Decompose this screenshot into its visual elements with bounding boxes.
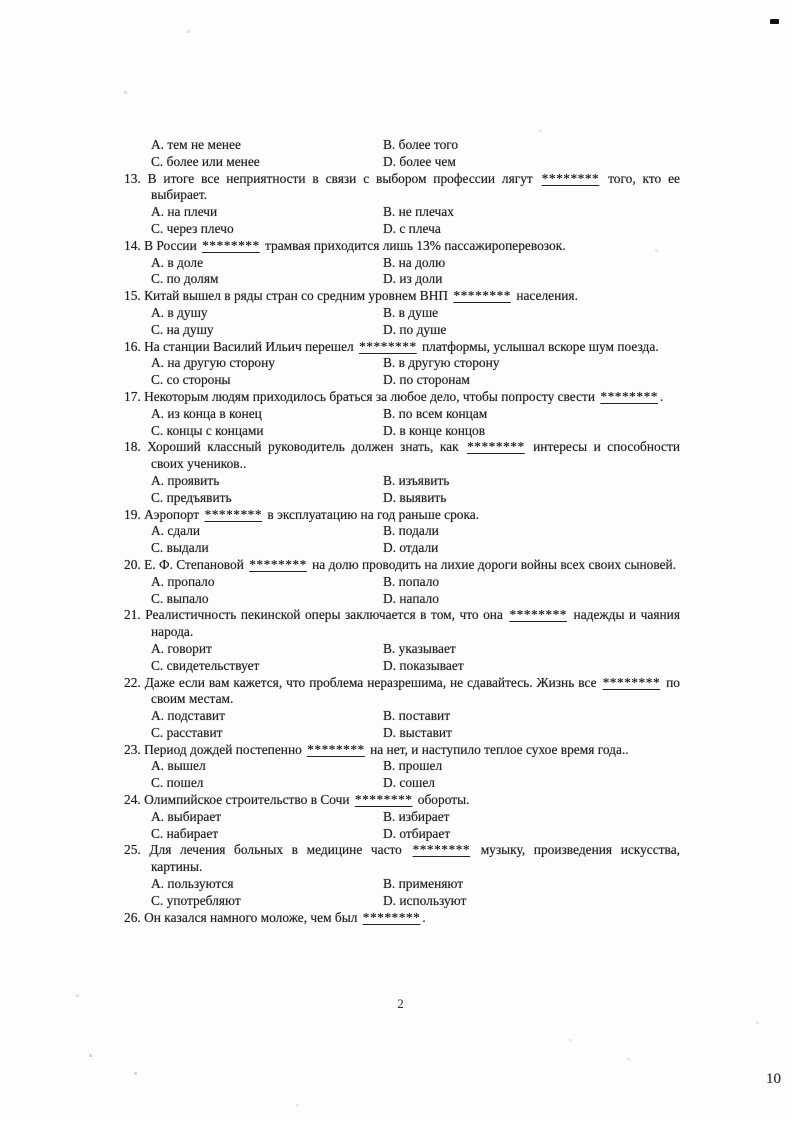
question-list [124, 137, 680, 926]
option-D [383, 775, 680, 792]
question-item [124, 675, 680, 742]
option-text: подали [398, 523, 439, 539]
option-text: вышел [167, 758, 206, 774]
question-text-segment: надежды и чаяния народа. [151, 607, 680, 640]
question-item [124, 238, 680, 288]
option-D [383, 893, 680, 910]
option-text: более чем [399, 153, 456, 169]
options-grid [124, 574, 680, 608]
option-B [383, 355, 680, 372]
option-text: на долю [398, 254, 446, 270]
option-label: C. [151, 271, 164, 287]
question-number: 15. [124, 288, 141, 304]
option-label: C. [151, 724, 164, 740]
option-A [151, 255, 383, 272]
option-text: пропало [167, 573, 215, 589]
option-label: B. [383, 405, 396, 421]
question-text-segment: . [422, 909, 426, 925]
option-label: B. [383, 355, 396, 371]
option-label: A. [151, 758, 165, 774]
options-grid [124, 406, 680, 440]
option-C [151, 322, 383, 339]
option-label: B. [383, 204, 396, 220]
option-label: B. [383, 708, 396, 724]
option-label: A. [151, 355, 165, 371]
option-D [383, 322, 680, 339]
question-text-segment: интересы и способности своих учеников.. [151, 439, 680, 472]
option-text: на душу [166, 321, 214, 337]
option-label: B. [383, 254, 396, 270]
option-D [383, 725, 680, 742]
question-text-segment: Аэропорт [144, 506, 203, 522]
option-label: D. [383, 422, 397, 438]
option-label: C. [151, 153, 164, 169]
options-grid [124, 523, 680, 557]
option-C [151, 826, 383, 843]
option-text: расставит [166, 724, 223, 740]
options-grid [124, 758, 680, 792]
option-label: D. [383, 540, 397, 556]
option-text: со стороны [166, 372, 231, 388]
option-text: проявить [167, 472, 220, 488]
option-C [151, 893, 383, 910]
option-B [383, 406, 680, 423]
option-label: D. [383, 590, 397, 606]
option-text: выпало [166, 590, 209, 606]
option-text: через плечо [166, 220, 234, 236]
option-D [383, 221, 680, 238]
question-text-segment: на долю проводить на лихие дороги войны всех своих сыновей. [308, 556, 677, 572]
option-text: говорит [167, 640, 212, 656]
answer-blank: ******** [541, 170, 600, 186]
question-text [124, 842, 680, 876]
question-text-segment: Е. Ф. Степановой [144, 556, 248, 572]
option-text: в доле [167, 254, 204, 270]
answer-blank: ******** [362, 909, 421, 925]
option-label: D. [383, 153, 397, 169]
option-text: более или менее [166, 153, 260, 169]
question-item [124, 842, 680, 909]
option-text: более того [398, 137, 459, 152]
answer-blank: ******** [467, 439, 525, 455]
option-A [151, 473, 383, 490]
option-label: A. [151, 523, 165, 539]
option-C [151, 725, 383, 742]
answer-blank: ******** [354, 792, 413, 808]
answer-blank: ******** [453, 288, 511, 304]
option-text: отбирает [399, 825, 451, 841]
option-label: D. [383, 489, 397, 505]
option-label: C. [151, 825, 164, 841]
option-A [151, 708, 383, 725]
corner-page-number: 10 [766, 1071, 781, 1087]
option-D [383, 423, 680, 440]
question-text [124, 389, 680, 406]
option-text: не плечах [398, 204, 454, 220]
option-label: D. [383, 321, 397, 337]
option-B [383, 473, 680, 490]
question-number: 18. [124, 439, 141, 455]
option-C [151, 221, 383, 238]
question-text-segment: платформы, услышал вскоре шум поезда. [418, 338, 659, 354]
option-D [383, 591, 680, 608]
option-label: B. [383, 573, 396, 589]
question-text-segment: музыку, произведения искусства, картины. [151, 842, 680, 875]
option-text: указывает [398, 640, 456, 656]
option-label: A. [151, 254, 165, 270]
question-item [124, 792, 680, 842]
question-text-segment: трамвая приходится лишь 13% пассажироперевозок. [261, 237, 566, 253]
question-number: 16. [124, 338, 141, 354]
options-grid [124, 473, 680, 507]
option-B [383, 809, 680, 826]
answer-blank: ******** [202, 237, 260, 253]
option-A [151, 355, 383, 372]
option-B [383, 523, 680, 540]
option-label: D. [383, 220, 397, 236]
question-text-segment: населения. [512, 288, 578, 304]
option-label: A. [151, 573, 165, 589]
option-label: C. [151, 321, 164, 337]
option-C [151, 591, 383, 608]
option-B [383, 137, 680, 154]
question-number: 21. [124, 607, 141, 623]
question-number: 20. [124, 556, 141, 572]
option-A [151, 809, 383, 826]
option-label: D. [383, 271, 397, 287]
scan-artifact-mark [770, 19, 779, 24]
option-B [383, 641, 680, 658]
option-text: по всем концам [398, 405, 488, 421]
option-B [383, 574, 680, 591]
question-text-segment: Для лечения больных в медицине часто [149, 842, 411, 858]
option-C [151, 154, 383, 171]
option-text: прошел [398, 758, 443, 774]
question-number: 25. [124, 842, 141, 858]
option-label: A. [151, 137, 165, 152]
option-text: сошел [399, 775, 435, 791]
question-text-segment: В России [144, 237, 201, 253]
option-C [151, 490, 383, 507]
question-text-segment: Олимпийское строительство в Сочи [144, 792, 353, 808]
option-label: A. [151, 405, 165, 421]
option-label: B. [383, 472, 396, 488]
option-label: A. [151, 640, 165, 656]
option-label: C. [151, 220, 164, 236]
option-D [383, 540, 680, 557]
question-item [124, 339, 680, 389]
option-C [151, 372, 383, 389]
question-text [124, 675, 680, 709]
question-text [124, 439, 680, 473]
option-text: выбирает [167, 808, 222, 824]
option-label: B. [383, 758, 396, 774]
question-item [124, 439, 680, 506]
option-A [151, 406, 383, 423]
option-A [151, 876, 383, 893]
question-item [124, 171, 680, 238]
answer-blank: ******** [307, 741, 365, 757]
option-text: с плеча [399, 220, 441, 236]
question-text [124, 792, 680, 809]
option-text: из доли [399, 271, 443, 287]
option-label: B. [383, 876, 396, 892]
option-text: пользуются [167, 876, 234, 892]
options-grid [124, 255, 680, 289]
answer-blank: ******** [600, 388, 658, 404]
question-number: 26. [124, 909, 141, 925]
question-number: 19. [124, 506, 141, 522]
options-grid [124, 641, 680, 675]
option-A [151, 641, 383, 658]
option-label: C. [151, 590, 164, 606]
option-text: из конца в конец [167, 405, 262, 421]
options-grid [124, 876, 680, 910]
option-label: C. [151, 892, 164, 908]
question-text-segment: Даже если вам кажется, что проблема неразрешима, не сдавайтесь. Жизнь все [144, 674, 601, 690]
option-label: B. [383, 137, 396, 152]
option-A [151, 137, 383, 154]
option-text: употребляют [166, 892, 241, 908]
question-text-segment: . [659, 388, 664, 404]
question-text-segment: В итоге все неприятности в связи с выбором профессии лягут [147, 170, 540, 186]
option-text: по долям [166, 271, 219, 287]
option-text: на плечи [167, 204, 218, 220]
question-text-segment: Китай вышел в ряды стран со средним уровнем ВНП [144, 288, 452, 304]
option-B [383, 758, 680, 775]
option-label: D. [383, 825, 397, 841]
question-text-segment: Некоторым людям приходилось браться за любое дело, чтобы попросту свести [144, 388, 599, 404]
question-text [124, 238, 680, 255]
option-text: на другую сторону [167, 355, 275, 371]
option-text: в другую сторону [398, 355, 500, 371]
option-label: D. [383, 372, 397, 388]
answer-blank: ******** [412, 842, 471, 858]
question-item [124, 910, 680, 927]
option-label: C. [151, 422, 164, 438]
question-number: 14. [124, 237, 141, 253]
question-text [124, 507, 680, 524]
option-label: A. [151, 204, 165, 220]
option-A [151, 523, 383, 540]
answer-blank: ******** [509, 607, 567, 623]
option-label: C. [151, 372, 164, 388]
option-label: A. [151, 876, 165, 892]
answer-blank: ******** [204, 506, 263, 522]
question-text-segment: На станции Василий Ильич перешел [144, 338, 358, 354]
option-text: свидетельствует [166, 657, 260, 673]
option-label: B. [383, 523, 396, 539]
option-label: C. [151, 775, 164, 791]
option-text: тем не менее [167, 137, 241, 152]
option-B [383, 876, 680, 893]
option-text: в душе [398, 304, 439, 320]
options-grid [124, 809, 680, 843]
option-D [383, 658, 680, 675]
question-text-segment: того, кто ее выбирает. [151, 170, 680, 203]
option-text: в душу [167, 304, 208, 320]
answer-blank: ******** [602, 674, 661, 690]
option-text: сдали [167, 523, 201, 539]
options-grid [124, 355, 680, 389]
option-text: по душе [399, 321, 447, 337]
option-text: по сторонам [399, 372, 470, 388]
option-text: подставит [167, 708, 225, 724]
options-grid [124, 708, 680, 742]
options-grid [124, 305, 680, 339]
option-text: попало [398, 573, 440, 589]
option-C [151, 271, 383, 288]
question-item [124, 742, 680, 792]
option-label: A. [151, 808, 165, 824]
option-text: используют [399, 892, 467, 908]
question-item [124, 288, 680, 338]
option-C [151, 423, 383, 440]
option-text: поставит [398, 708, 451, 724]
option-label: C. [151, 540, 164, 556]
question-text [124, 339, 680, 356]
option-D [383, 154, 680, 171]
option-text: применяют [398, 876, 464, 892]
question-text [124, 288, 680, 305]
question-item [124, 389, 680, 439]
option-D [383, 372, 680, 389]
question-text-segment: Период дождей постепенно [144, 741, 306, 757]
option-B [383, 255, 680, 272]
option-label: D. [383, 724, 397, 740]
option-text: набирает [166, 825, 219, 841]
option-label: A. [151, 708, 165, 724]
question-number: 13. [124, 170, 141, 186]
option-label: D. [383, 775, 397, 791]
question-text-segment: по своим местам. [151, 674, 680, 707]
question-number: 22. [124, 674, 141, 690]
option-A [151, 758, 383, 775]
option-label: B. [383, 304, 396, 320]
option-D [383, 826, 680, 843]
question-item [124, 507, 680, 557]
question-number: 23. [124, 741, 141, 757]
option-A [151, 574, 383, 591]
option-text: в конце концов [399, 422, 486, 438]
option-label: B. [383, 640, 396, 656]
option-label: C. [151, 657, 164, 673]
question-text [124, 171, 680, 205]
question-text [124, 557, 680, 574]
scan-speckles [0, 0, 1, 1]
option-label: D. [383, 892, 397, 908]
options-grid [124, 204, 680, 238]
option-text: показывает [399, 657, 464, 673]
option-text: отдали [399, 540, 439, 556]
option-text: изъявить [398, 472, 450, 488]
option-D [383, 271, 680, 288]
question-text-segment: Хороший классный руководитель должен знать, как [147, 439, 466, 455]
question-text [124, 607, 680, 641]
option-label: B. [383, 808, 396, 824]
question-item [124, 557, 680, 607]
option-A [151, 305, 383, 322]
option-text: концы с концами [166, 422, 264, 438]
option-text: выставит [399, 724, 452, 740]
question-text [124, 910, 680, 927]
option-B [383, 305, 680, 322]
question-text-segment: Он казался намного моложе, чем был [144, 909, 361, 925]
question-text-segment: на нет, и наступило теплое сухое время года.. [366, 741, 629, 757]
option-B [383, 708, 680, 725]
question-text-segment: Реалистичность пекинской оперы заключается в том, что она [145, 607, 508, 623]
option-B [383, 204, 680, 221]
option-text: пошел [166, 775, 204, 791]
option-text: избирает [398, 808, 450, 824]
question-text-segment: обороты. [414, 792, 470, 808]
option-text: выявить [399, 489, 447, 505]
question-item [124, 607, 680, 674]
option-text: предъявить [166, 489, 232, 505]
option-label: C. [151, 489, 164, 505]
option-text: напало [399, 590, 439, 606]
option-D [383, 490, 680, 507]
option-C [151, 540, 383, 557]
answer-blank: ******** [249, 556, 307, 572]
option-C [151, 658, 383, 675]
option-A [151, 204, 383, 221]
option-label: D. [383, 657, 397, 673]
page-number: 2 [397, 996, 404, 1011]
question-number: 24. [124, 792, 141, 808]
option-label: A. [151, 472, 165, 488]
question-text-segment: в эксплуатацию на год раньше срока. [264, 506, 480, 522]
option-C [151, 775, 383, 792]
option-text: выдали [166, 540, 209, 556]
answer-blank: ******** [359, 338, 417, 354]
option-label: A. [151, 304, 165, 320]
question-number: 17. [124, 388, 141, 404]
options-grid [124, 137, 680, 171]
question-text [124, 742, 680, 759]
